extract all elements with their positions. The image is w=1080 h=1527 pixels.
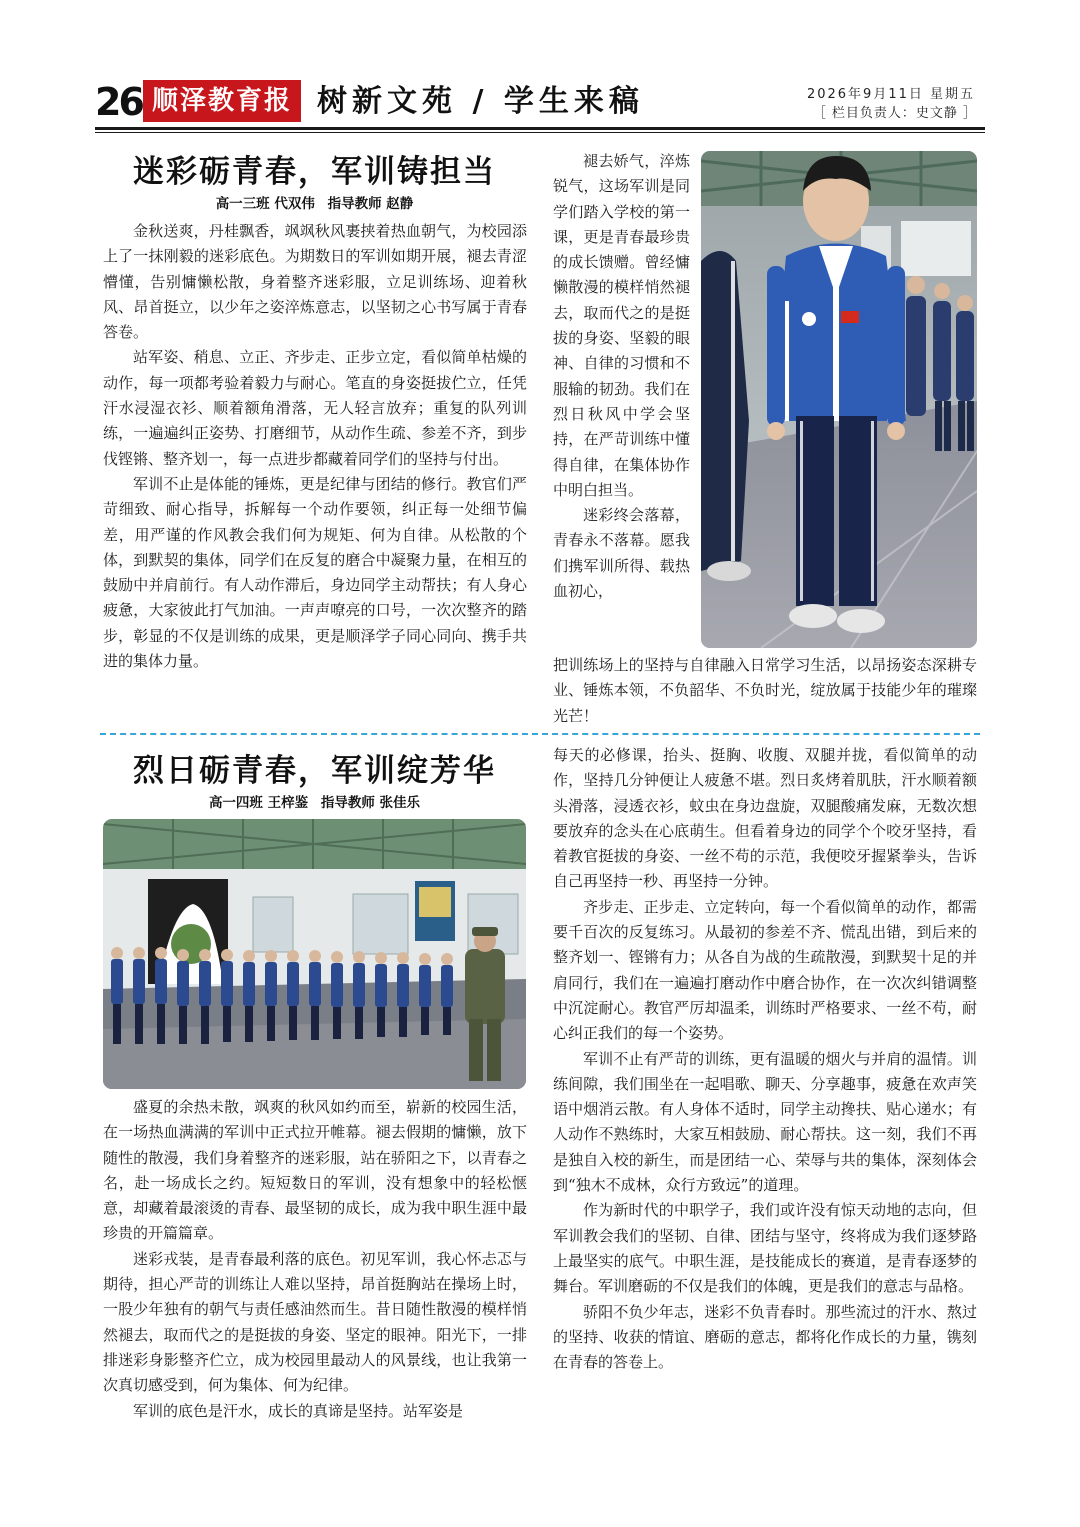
article1-paragraph: 褪去娇气，淬炼锐气，这场军训是同学们踏入学校的第一课，更是青春最珍贵的成长馈赠。曾经慵懒散漫的模样悄然褪去，取而代之的是挺拔的身姿、坚毅的眼神、自律的习惯和不服输的韧劲。我们在烈日秋风中学会坚持，在严苛训练中懂得自律，在集体协作中明白担当。 — [553, 152, 690, 499]
article2-left-column — [103, 1095, 527, 1424]
article1-byline — [103, 192, 526, 212]
page-number: 26 — [95, 80, 142, 124]
article2-paragraph: 骄阳不负少年志，迷彩不负青春时。那些流过的汗水、熬过的坚持、收获的情谊、磨砺的意志，都将化作成长的力量，镌刻在青春的答卷上。 — [553, 1302, 977, 1372]
gym-formation-photo — [103, 819, 526, 1089]
student-standing-photo — [701, 151, 977, 648]
article1-left-column — [103, 219, 527, 674]
article2-paragraph: 齐步走、正步走、立定转向，每一个看似简单的动作，都需要千百次的反复练习。从最初的参差不齐、慌乱出错，到后来的整齐划一、铿锵有力；从各自为战的生疏散漫，到默契十足的并肩同行，我们在一遍遍打磨动作中磨合协作，在一次次纠错调整中沉淀耐心。教官严厉却温柔，训练时严格要求、一丝不苟，耐心纠正我们的每一个姿势。 — [553, 897, 977, 1043]
issue-date: 2026年9月11日 星期五 — [806, 87, 975, 102]
article2-paragraph: 作为新时代的中职学子，我们或许没有惊天动地的志向，但军训教会我们的坚韧、自律、团结与坚守，终将成为我们逐梦路上最坚实的底气。中职生涯，是技能成长的赛道，是青春逐梦的舞台。军训磨砺的不仅是我们的体魄，更是我们的意志与品格。 — [553, 1201, 977, 1296]
article1-paragraph: 迷彩终会落幕，青春永不落幕。愿我们携军训所得、载热血初心， — [553, 506, 690, 601]
masthead — [95, 80, 985, 126]
article1-paragraph-tail: 把训练场上的坚持与自律融入日常学习生活，以昂扬姿态深耕专业、锤炼本领，不负韶华、不负时光，绽放属于技能少年的璀璨光芒！ — [553, 656, 977, 725]
article2-paragraph: 军训不止有严苛的训练，更有温暖的烟火与并肩的温情。训练间隙，我们围坐在一起唱歌、聊天、分享趣事，疲惫在欢声笑语中烟消云散。有人身体不适时，同学主动搀扶、贴心递水；有人动作不熟练时，大家互相鼓励、耐心帮扶。这一刻，我们不再是独自入校的新生，而是团结一心、荣辱与共的集体，深刻体会到“独木不成林，众行方致远”的道理。 — [553, 1049, 977, 1195]
article2-paragraph: 盛夏的余热未散，飒爽的秋风如约而至，崭新的校园生活，在一场热血满满的军训中正式拉开帷幕。褪去假期的慵懒，放下随性的散漫，我们身着整齐的迷彩服，站在骄阳之下，以青春之名，赴一场成长之约。短短数日的军训，没有想象中的轻松惬意，却藏着最滚烫的青春、最坚韧的成长，成为我中职生涯中最珍贵的开篇篇章。 — [103, 1098, 527, 1243]
article1-teacher: 指导教师 赵静 — [327, 196, 414, 212]
article1-paragraph: 站军姿、稍息、立正、齐步走、正步立定，看似简单枯燥的动作，每一项都考验着毅力与耐心。笔直的身姿挺拔伫立，任凭汗水浸湿衣衫、顺着额角滑落，无人轻言放弃；重复的队列训练，一遍遍纠正姿势、打磨细节，从动作生疏、参差不齐，到步伐铿锵、整齐划一，每一点进步都藏着同学们的坚持与付出。 — [103, 348, 527, 468]
article1-author: 高一三班 代双伟 — [215, 196, 315, 212]
article1-paragraph: 军训不止是体能的锤炼，更是纪律与团结的修行。教官们严苛细致、耐心指导，拆解每一个动作要领，纠正每一处细节偏差，用严谨的作风教会我们何为规矩、何为自律。从松散的个体，到默契的集体，同学们在反复的磨合中凝聚力量，在相互的鼓励中并肩前行。有人动作滞后，身边同学主动帮扶；有人身心疲惫，大家彼此打气加油。一声声嘹亮的口号，一次次整齐的踏步，彰显的不仅是训练的成果，更是顺泽学子同心同向、携手共进的集体力量。 — [103, 474, 527, 671]
article2-teacher: 指导教师 张佳乐 — [320, 795, 421, 811]
article1-title: 迷彩砺青春，军训铸担当 — [133, 154, 496, 190]
article1-right-column — [553, 149, 690, 604]
article2-right-column — [553, 743, 977, 1375]
article1-paragraph: 金秋送爽，丹桂飘香，飒飒秋风裹挟着热血朝气，为校园添上了一抹刚毅的迷彩底色。为期数日的军训如期开展，褪去青涩懵懂，告别慵懒松散，身着整齐迷彩服，立足训练场、迎着秋风、昂首挺立，以少年之姿淬炼意志，以坚韧之心书写属于青春答卷。 — [103, 222, 527, 342]
article2-byline — [103, 791, 526, 811]
column-editor: ［ 栏目负责人：史文静 ］ — [812, 106, 977, 121]
article-divider — [100, 733, 980, 735]
article2-paragraph-continued: 每天的必修课，抬头、挺胸、收腹、双腿并拢，看似简单的动作，坚持几分钟便让人疲惫不堪。烈日炙烤着肌肤，汗水顺着额头滑落，浸透衣衫，蚊虫在身边盘旋，双腿酸痛发麻，无数次想要放弃的念头在心底萌生。但看着身边的同学个个咬牙坚持，看着教官挺拔的身姿、一丝不苟的示范，我便咬牙握紧拳头，告诉自己再坚持一秒、再坚持一分钟。 — [553, 746, 977, 891]
newspaper-logo: 顺泽教育报 — [143, 80, 301, 122]
article2-title: 烈日砺青春，军训绽芳华 — [133, 753, 496, 789]
article2-paragraph: 迷彩戎装，是青春最利落的底色。初见军训，我心怀忐忑与期待，担心严苛的训练让人难以坚持，昂首挺胸站在操场上时，一股少年独有的朝气与责任感油然而生。昔日随性散漫的模样悄然褪去，取而代之的是挺拔的身姿、坚定的眼神。阳光下，一排排迷彩身影整齐伫立，成为校园里最动人的风景线，也让我第一次真切感受到，何为集体、何为纪律。 — [103, 1249, 527, 1395]
section-title: 树新文苑 / 学生来稿 — [317, 84, 644, 119]
article2-paragraph: 军训的底色是汗水，成长的真谛是坚持。站军姿是 — [133, 1401, 464, 1420]
masthead-rule — [95, 127, 985, 130]
article2-author: 高一四班 王梓鉴 — [208, 795, 309, 811]
article1-tail — [553, 653, 977, 729]
masthead-rule-thin — [95, 132, 985, 133]
